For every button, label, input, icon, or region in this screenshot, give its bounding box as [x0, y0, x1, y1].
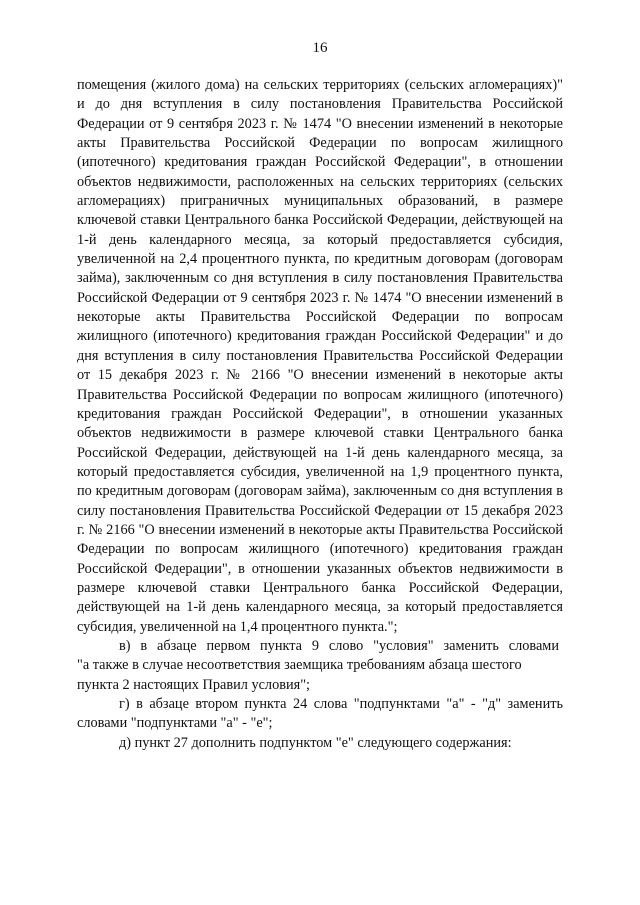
list-item-v	[77, 637, 563, 695]
list-item-v-first-line: в) в абзаце первом пункта 9 слово "условия" заменить словами	[119, 637, 559, 654]
list-item-v-continuation: "а также в случае несоответствия заемщика требованиям абзаца шестого пункта 2 настоящих Правил условия";	[77, 657, 522, 693]
list-item-g: г) в абзаце втором пункта 24 слова "подпунктами "а" - "д" заменить словами "подпунктами "а" - "е";	[77, 696, 563, 732]
list-item-d: д) пункт 27 дополнить подпунктом "е" следующего содержания:	[119, 734, 512, 751]
page-number: 16	[312, 40, 328, 56]
paragraph-continuation: помещения (жилого дома) на сельских территориях (сельских агломерациях)" и до дня вступления в силу постановления Правительства Российской Федерации от 9 сентября 2023 г. № 1474 "О внесении изменений в некоторые акты Правительства Российской Федерации по вопросам жилищного (ипотечного) кредитования граждан Российской Федерации", в отношении объектов недвижимости, расположенных на сельских территориях (сельских агломерациях) приграничных муниципальных образований, в размере ключевой ставки Центрального банка Российской Федерации, действующей на 1-й день календарного месяца, за который предоставляется субсидия, увеличенной на 2,4 процентного пункта, по кредитным договорам (договорам займа), заключенным со дня вступления в силу постановления Правительства Российской Федерации от 9 сентября 2023 г. № 1474 "О внесении изменений в некоторые акты Правительства Российской Федерации по вопросам жилищного (ипотечного) кредитования граждан Российской Федерации" и до дня вступления в силу постановления Правительства Российской Федерации от 15 декабря 2023 г. № 2166 "О внесении изменений в некоторые акты Правительства Российской Федерации по вопросам жилищного (ипотечного) кредитования граждан Российской Федерации", в отношении указанных объектов недвижимости в размере ключевой ставки Центрального банка Российской Федерации, действующей на 1-й день календарного месяца, за который предоставляется субсидия, увеличенной на 1,9 процентного пункта, по кредитным договорам (договорам займа), заключенным со дня вступления в силу постановления Правительства Российской Федерации от 15 декабря 2023 г. № 2166 "О внесении изменений в некоторые акты Правительства Российской Федерации по вопросам жилищного (ипотечного) кредитования граждан Российской Федерации", в отношении указанных объектов недвижимости в размере ключевой ставки Центрального банка Российской Федерации, действующей на 1-й день календарного месяца, за который предоставляется субсидия, увеличенной на 1,4 процентного пункта.";	[77, 77, 563, 635]
document-body	[77, 76, 563, 753]
